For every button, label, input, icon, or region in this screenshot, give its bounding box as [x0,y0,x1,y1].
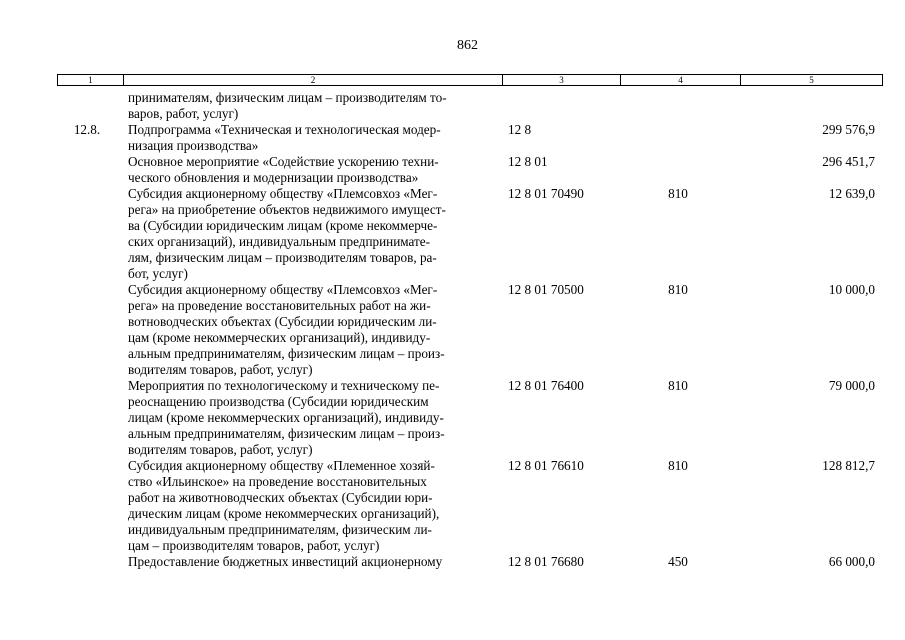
description-line: Субсидия акционерному обществу «Племенное хозяй- [128,458,435,473]
expense-type-code: 810 [668,282,688,297]
amount: 296 451,7 [822,154,875,169]
description-line: цам – производителям товаров, работ, услуг) [128,538,380,553]
description-line: бот, услуг) [128,266,188,281]
description-line: принимателям, физическим лицам – производителям то- [128,90,447,105]
expense-type-code: 450 [668,554,688,569]
row-description [128,554,495,570]
description-line: водителям товаров, работ, услуг) [128,442,313,457]
description-line: варов, работ, услуг) [128,106,239,121]
description-line: рега» на проведение восстановительных работ на жи- [128,298,431,313]
description-line: Предоставление бюджетных инвестиций акционерному [128,554,443,569]
budget-code: 12 8 01 76610 [508,458,584,473]
page-number: 862 [457,38,478,53]
description-line: вотноводческих объектах (Субсидии юридическим ли- [128,314,437,329]
description-line: Основное мероприятие «Содействие ускорению техни- [128,154,439,169]
budget-code: 12 8 01 76680 [508,554,584,569]
column-header-row [57,74,883,86]
amount: 79 000,0 [828,378,875,393]
amount: 10 000,0 [828,282,875,297]
description-line: индивидуальным предпринимателям, физическим ли- [128,522,432,537]
description-line: ство «Ильинское» на проведение восстановительных [128,474,427,489]
amount: 299 576,9 [822,122,875,137]
description-line: работ на животноводческих объектах (Субсидии юри- [128,490,433,505]
description-line: ских организаций), индивидуальным предпринимате- [128,234,431,249]
description-line: цам (кроме некоммерческих организаций), индивиду- [128,330,431,345]
expense-type-code: 810 [668,458,688,473]
description-line: лицам (кроме некоммерческих организаций), индивиду- [128,410,444,425]
budget-code: 12 8 01 76400 [508,378,584,393]
row-description [128,90,495,122]
description-line: Подпрограмма «Техническая и технологическая модер- [128,122,441,137]
row-description [128,154,495,186]
budget-code: 12 8 01 [508,154,548,169]
description-line: Мероприятия по технологическому и техническому пе- [128,378,440,393]
amount: 66 000,0 [828,554,875,569]
column-header-2: 2 [124,75,503,86]
description-line: альным предпринимателям, физическим лицам – произ- [128,426,445,441]
row-number: 12.8. [73,122,101,137]
amount: 128 812,7 [822,458,875,473]
column-header-4: 4 [621,75,741,86]
description-line: низация производства» [128,138,259,153]
description-line: Субсидия акционерному обществу «Племсовхоз «Мег- [128,282,438,297]
column-header-5: 5 [741,75,883,86]
row-description [128,378,495,458]
expense-type-code: 810 [668,186,688,201]
column-header-3: 3 [503,75,621,86]
row-description [128,458,495,554]
budget-code: 12 8 01 70490 [508,186,584,201]
column-header-1: 1 [58,75,124,86]
row-description [128,186,495,282]
expense-type-code: 810 [668,378,688,393]
description-line: реоснащению производства (Субсидии юридическим [128,394,429,409]
description-line: ческого обновления и модернизации производства» [128,170,419,185]
description-line: водителям товаров, работ, услуг) [128,362,313,377]
budget-code: 12 8 01 70500 [508,282,584,297]
description-line: рега» на приобретение объектов недвижимого имущест- [128,202,446,217]
description-line: Субсидия акционерному обществу «Племсовхоз «Мег- [128,186,438,201]
budget-code: 12 8 [508,122,532,137]
description-line: дическим лицам (кроме некоммерческих организаций), [128,506,440,521]
row-description [128,282,495,378]
description-line: лям, физическим лицам – производителям товаров, ра- [128,250,437,265]
amount: 12 639,0 [828,186,875,201]
row-description [128,122,495,154]
description-line: альным предпринимателям, физическим лицам – произ- [128,346,445,361]
description-line: ва (Субсидии юридическим лицам (кроме некоммерче- [128,218,438,233]
